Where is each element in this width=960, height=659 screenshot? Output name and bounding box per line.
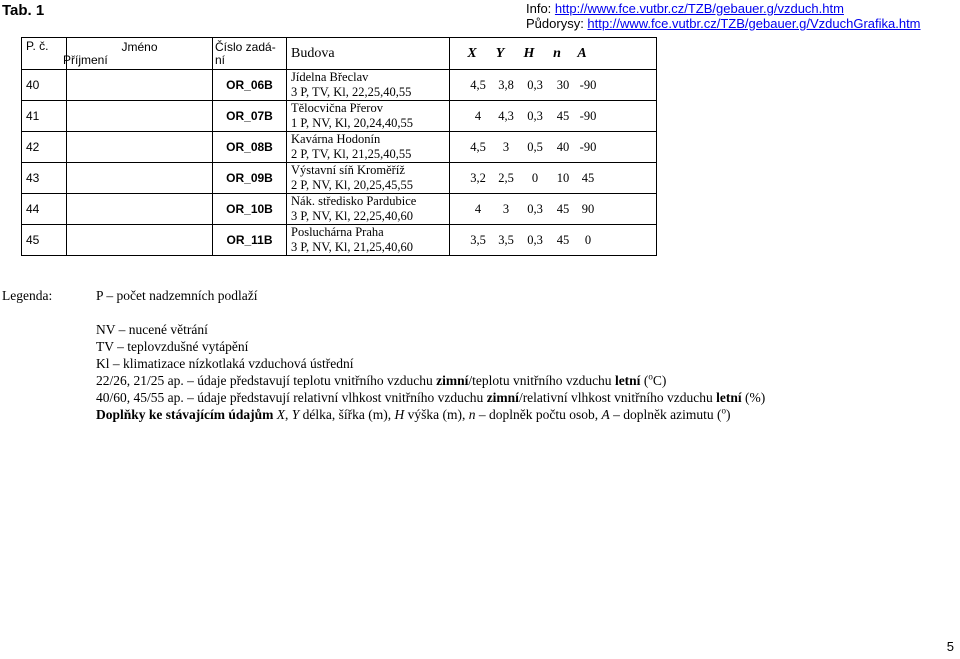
- value-h: 0,3: [527, 201, 543, 216]
- building-cell: [287, 132, 450, 163]
- assignment-code: OR_10B: [213, 194, 287, 225]
- values-cell: [450, 101, 657, 132]
- legend-humidity: 40/60, 45/55 ap. – údaje představují relativní vlhkost vnitřního vzduchu zimní/relativní vlhkost vnitřního vzduchu letní (%): [96, 390, 766, 405]
- legend-temperature: 22/26, 21/25 ap. – údaje představují teplotu vnitřního vzduchu zimní/teplotu vnitřního vzduchu letní ($^o$C): [96, 371, 667, 388]
- assignment-code: OR_11B: [213, 225, 287, 256]
- info-link[interactable]: http://www.fce.vutbr.cz/TZB/gebauer.g/vzduch.htm: [554, 1, 844, 16]
- value-y: 3: [502, 201, 510, 216]
- table-row: [22, 225, 657, 256]
- building-params: 2 P, NV, Kl, 20,25,45,55: [291, 178, 414, 192]
- info-block: [526, 1, 921, 31]
- value-a: 0: [584, 232, 592, 247]
- value-n: 10: [556, 170, 570, 185]
- assignment-code: OR_08B: [213, 132, 287, 163]
- table-row: [22, 132, 657, 163]
- legend-kl: Kl – klimatizace nízkotlaká vzduchová ústřední: [96, 356, 354, 371]
- student-name-cell: [67, 194, 213, 225]
- student-name-cell: [67, 101, 213, 132]
- building-name: Jídelna Břeclav: [291, 70, 369, 84]
- student-name-cell: [67, 163, 213, 194]
- value-x: 3,2: [470, 170, 486, 185]
- student-name-cell: [67, 132, 213, 163]
- header-name: Jméno Příjmení: [67, 38, 213, 70]
- values-cell: [450, 70, 657, 101]
- value-a: 45: [581, 170, 595, 185]
- value-h: 0,3: [527, 232, 543, 247]
- building-cell: [287, 163, 450, 194]
- building-name: Tělocvična Přerov: [291, 101, 383, 115]
- row-number: 40: [22, 70, 67, 101]
- floorplans-label: Půdorysy:: [526, 16, 588, 31]
- values-cell: [450, 194, 657, 225]
- row-number: 44: [22, 194, 67, 225]
- table-row: [22, 163, 657, 194]
- table-row: [22, 70, 657, 101]
- building-params: 3 P, TV, Kl, 22,25,40,55: [291, 85, 412, 99]
- header-code: Číslo zadá- ní: [213, 38, 287, 70]
- assignment-code: OR_09B: [213, 163, 287, 194]
- value-n: 45: [556, 201, 570, 216]
- value-n: 45: [556, 108, 570, 123]
- table-row: [22, 194, 657, 225]
- value-a: -90: [579, 108, 597, 123]
- building-params: 3 P, NV, Kl, 22,25,40,60: [291, 209, 414, 223]
- value-x: 4: [474, 108, 482, 123]
- assignment-code: OR_07B: [213, 101, 287, 132]
- row-number: 43: [22, 163, 67, 194]
- values-cell: [450, 225, 657, 256]
- value-y: 3,8: [498, 77, 514, 92]
- legend-nv: NV – nucené větrání: [96, 322, 208, 337]
- value-n: 40: [556, 139, 570, 154]
- row-number: 42: [22, 132, 67, 163]
- value-x: 3,5: [470, 232, 486, 247]
- building-params: 1 P, NV, Kl, 20,24,40,55: [291, 116, 414, 130]
- table-label: Tab. 1: [2, 2, 45, 19]
- value-h: 0: [531, 170, 539, 185]
- header-y: Y: [495, 45, 505, 61]
- floorplans-link[interactable]: http://www.fce.vutbr.cz/TZB/gebauer.g/VzduchGrafika.htm: [587, 16, 921, 31]
- value-y: 2,5: [498, 170, 514, 185]
- header-x: X: [467, 45, 477, 61]
- value-x: 4,5: [470, 77, 486, 92]
- building-name: Kavárna Hodonín: [291, 132, 381, 146]
- building-name: Posluchárna Praha: [291, 225, 384, 239]
- legend-p: P – počet nadzemních podlaží: [96, 288, 258, 303]
- student-name-cell: [67, 225, 213, 256]
- legend-label: Legenda:: [2, 288, 53, 303]
- values-cell: [450, 132, 657, 163]
- building-cell: [287, 101, 450, 132]
- table-row: [22, 101, 657, 132]
- value-y: 3: [502, 139, 510, 154]
- value-y: 3,5: [498, 232, 514, 247]
- info-line-1: [526, 1, 921, 16]
- value-h: 0,3: [527, 108, 543, 123]
- student-name-cell: [67, 70, 213, 101]
- assignment-table: [21, 37, 657, 256]
- assignment-code: OR_06B: [213, 70, 287, 101]
- value-n: 45: [556, 232, 570, 247]
- building-cell: [287, 194, 450, 225]
- building-cell: [287, 225, 450, 256]
- legend-additions: Doplňky ke stávajícím údajům X, Y délka, šířka (m), H výška (m), n – doplněk počtu osob, A – doplněk azimutu ($^o$): [96, 405, 731, 422]
- header-h: H: [523, 45, 535, 61]
- legend-tv: TV – teplovzdušné vytápění: [96, 339, 249, 354]
- header-no: P. č.: [22, 38, 67, 70]
- header-n: n: [553, 45, 561, 61]
- value-x: 4,5: [470, 139, 486, 154]
- table-header-row: [22, 38, 657, 70]
- value-a: 90: [581, 201, 595, 216]
- building-params: 2 P, TV, Kl, 21,25,40,55: [291, 147, 412, 161]
- value-h: 0,3: [527, 77, 543, 92]
- building-name: Výstavní síň Kroměříž: [291, 163, 405, 177]
- value-x: 4: [474, 201, 482, 216]
- values-cell: [450, 163, 657, 194]
- building-params: 3 P, NV, Kl, 21,25,40,60: [291, 240, 414, 254]
- row-number: 45: [22, 225, 67, 256]
- value-h: 0,5: [527, 139, 543, 154]
- page-number: 5: [946, 639, 954, 654]
- header-building: Budova: [287, 38, 450, 70]
- info-line-2: [526, 16, 921, 31]
- value-n: 30: [556, 77, 570, 92]
- value-a: -90: [579, 77, 597, 92]
- building-cell: [287, 70, 450, 101]
- header-a: A: [577, 45, 587, 61]
- info-label: Info:: [526, 1, 555, 16]
- value-a: -90: [579, 139, 597, 154]
- value-y: 4,3: [498, 108, 514, 123]
- row-number: 41: [22, 101, 67, 132]
- header-values: [450, 38, 657, 70]
- building-name: Nák. středisko Pardubice: [291, 194, 417, 208]
